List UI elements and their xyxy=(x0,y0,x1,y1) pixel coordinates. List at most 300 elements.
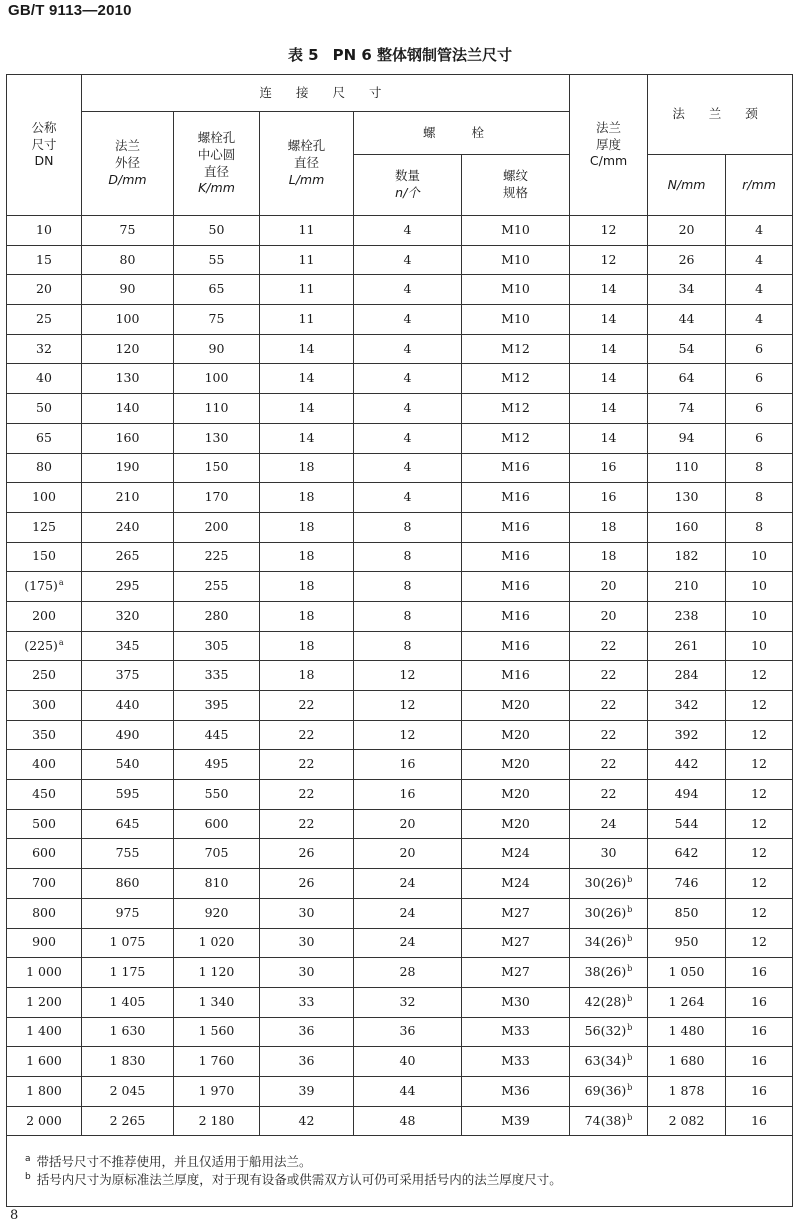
table-row xyxy=(7,305,793,335)
cell-thickness: 30(26)$^b$ xyxy=(570,869,648,899)
table-row xyxy=(7,720,793,750)
cell-bolt-quantity: 40 xyxy=(354,1047,462,1077)
cell-bolt-hole: 22 xyxy=(260,691,354,721)
table-row xyxy=(7,275,793,305)
header-bolt-circle-diameter: 螺栓孔 中心圆 直径 K/mm xyxy=(174,112,260,216)
footnote-marker: b xyxy=(627,964,633,974)
cell-bolt-thread: M27 xyxy=(462,958,570,988)
cell-bolt-circle: 50 xyxy=(174,216,260,246)
cell-bolt-circle: 90 xyxy=(174,334,260,364)
cell-outer-diameter: 375 xyxy=(82,661,174,691)
cell-bolt-thread: M16 xyxy=(462,661,570,691)
cell-bolt-circle: 110 xyxy=(174,394,260,424)
header-bolt: 螺 栓 xyxy=(354,112,570,155)
cell-neck-r: 10 xyxy=(726,601,793,631)
cell-bolt-quantity: 12 xyxy=(354,691,462,721)
cell-neck-r: 12 xyxy=(726,691,793,721)
cell-dn: 15 xyxy=(7,245,82,275)
cell-neck-n: 746 xyxy=(648,869,726,899)
cell-bolt-quantity: 4 xyxy=(354,334,462,364)
cell-bolt-thread: M24 xyxy=(462,839,570,869)
cell-dn: 800 xyxy=(7,898,82,928)
cell-thickness: 14 xyxy=(570,364,648,394)
cell-bolt-thread: M12 xyxy=(462,364,570,394)
cell-thickness: 20 xyxy=(570,601,648,631)
cell-outer-diameter: 100 xyxy=(82,305,174,335)
table-row xyxy=(7,334,793,364)
cell-neck-r: 4 xyxy=(726,275,793,305)
cell-bolt-circle: 335 xyxy=(174,661,260,691)
table-row xyxy=(7,1076,793,1106)
cell-dn: 150 xyxy=(7,542,82,572)
cell-bolt-circle: 395 xyxy=(174,691,260,721)
cell-bolt-quantity: 44 xyxy=(354,1076,462,1106)
cell-bolt-hole: 14 xyxy=(260,394,354,424)
cell-outer-diameter: 1 075 xyxy=(82,928,174,958)
note-a: $^a$ 带括号尺寸不推荐使用，并且仅适用于船用法兰。 xyxy=(25,1154,312,1170)
cell-neck-r: 6 xyxy=(726,364,793,394)
cell-outer-diameter: 80 xyxy=(82,245,174,275)
cell-bolt-circle: 75 xyxy=(174,305,260,335)
cell-thickness: 22 xyxy=(570,631,648,661)
cell-dn: 500 xyxy=(7,809,82,839)
cell-dn: 10 xyxy=(7,216,82,246)
cell-bolt-circle: 705 xyxy=(174,839,260,869)
cell-outer-diameter: 190 xyxy=(82,453,174,483)
cell-bolt-hole: 22 xyxy=(260,809,354,839)
cell-thickness: 12 xyxy=(570,245,648,275)
table-row xyxy=(7,750,793,780)
cell-bolt-quantity: 36 xyxy=(354,1017,462,1047)
cell-bolt-thread: M16 xyxy=(462,572,570,602)
cell-neck-n: 26 xyxy=(648,245,726,275)
cell-bolt-quantity: 24 xyxy=(354,869,462,899)
cell-neck-r: 16 xyxy=(726,958,793,988)
cell-dn: 25 xyxy=(7,305,82,335)
footnote-marker: b xyxy=(627,993,633,1003)
cell-bolt-quantity: 28 xyxy=(354,958,462,988)
cell-bolt-thread: M36 xyxy=(462,1076,570,1106)
header-bolt-quantity: 数量 n/个 xyxy=(354,155,462,216)
cell-outer-diameter: 645 xyxy=(82,809,174,839)
cell-neck-r: 16 xyxy=(726,987,793,1017)
cell-outer-diameter: 490 xyxy=(82,720,174,750)
cell-bolt-thread: M33 xyxy=(462,1017,570,1047)
cell-neck-r: 10 xyxy=(726,572,793,602)
cell-bolt-circle: 550 xyxy=(174,780,260,810)
cell-neck-n: 94 xyxy=(648,423,726,453)
cell-neck-r: 12 xyxy=(726,869,793,899)
cell-neck-r: 12 xyxy=(726,750,793,780)
table-row xyxy=(7,483,793,513)
table-row xyxy=(7,661,793,691)
table-row xyxy=(7,839,793,869)
cell-bolt-hole: 18 xyxy=(260,601,354,631)
cell-neck-n: 64 xyxy=(648,364,726,394)
footnote-marker: b xyxy=(627,934,633,944)
cell-outer-diameter: 160 xyxy=(82,423,174,453)
table-row xyxy=(7,542,793,572)
cell-outer-diameter: 975 xyxy=(82,898,174,928)
cell-neck-r: 4 xyxy=(726,305,793,335)
cell-dn: 200 xyxy=(7,601,82,631)
cell-thickness: 14 xyxy=(570,394,648,424)
cell-bolt-hole: 33 xyxy=(260,987,354,1017)
cell-thickness: 42(28)$^b$ xyxy=(570,987,648,1017)
cell-bolt-thread: M30 xyxy=(462,987,570,1017)
cell-neck-n: 284 xyxy=(648,661,726,691)
cell-bolt-circle: 1 340 xyxy=(174,987,260,1017)
table-row xyxy=(7,1047,793,1077)
cell-bolt-hole: 22 xyxy=(260,720,354,750)
cell-bolt-thread: M16 xyxy=(462,483,570,513)
header-flange-thickness: 法兰 厚度 C/mm xyxy=(570,75,648,216)
cell-bolt-hole: 18 xyxy=(260,542,354,572)
cell-bolt-quantity: 4 xyxy=(354,364,462,394)
cell-dn: 600 xyxy=(7,839,82,869)
cell-neck-r: 12 xyxy=(726,928,793,958)
cell-dn: 100 xyxy=(7,483,82,513)
table-row xyxy=(7,1017,793,1047)
cell-bolt-thread: M10 xyxy=(462,245,570,275)
cell-bolt-thread: M20 xyxy=(462,809,570,839)
cell-bolt-quantity: 48 xyxy=(354,1106,462,1136)
cell-bolt-quantity: 4 xyxy=(354,394,462,424)
cell-outer-diameter: 265 xyxy=(82,542,174,572)
cell-outer-diameter: 210 xyxy=(82,483,174,513)
cell-bolt-thread: M20 xyxy=(462,780,570,810)
cell-bolt-quantity: 4 xyxy=(354,453,462,483)
cell-neck-n: 261 xyxy=(648,631,726,661)
cell-bolt-thread: M39 xyxy=(462,1106,570,1136)
cell-bolt-thread: M20 xyxy=(462,691,570,721)
cell-thickness: 74(38)$^b$ xyxy=(570,1106,648,1136)
cell-neck-n: 130 xyxy=(648,483,726,513)
cell-bolt-thread: M16 xyxy=(462,542,570,572)
cell-outer-diameter: 130 xyxy=(82,364,174,394)
cell-bolt-hole: 11 xyxy=(260,245,354,275)
header-flange-neck: 法 兰 颈 xyxy=(648,75,793,155)
cell-thickness: 14 xyxy=(570,334,648,364)
cell-bolt-quantity: 24 xyxy=(354,898,462,928)
cell-outer-diameter: 2 265 xyxy=(82,1106,174,1136)
cell-bolt-thread: M27 xyxy=(462,898,570,928)
cell-dn: (225)$^a$ xyxy=(7,631,82,661)
table-title xyxy=(0,44,800,65)
table-number: 表 5 xyxy=(287,46,319,64)
cell-bolt-circle: 305 xyxy=(174,631,260,661)
table-title-text: PN 6 整体钢制管法兰尺寸 xyxy=(332,46,513,64)
cell-bolt-hole: 18 xyxy=(260,572,354,602)
cell-bolt-hole: 36 xyxy=(260,1017,354,1047)
cell-thickness: 18 xyxy=(570,512,648,542)
cell-bolt-quantity: 12 xyxy=(354,720,462,750)
standard-code: GB/T 9113—2010 xyxy=(8,2,132,19)
cell-outer-diameter: 595 xyxy=(82,780,174,810)
cell-neck-r: 6 xyxy=(726,334,793,364)
table-row xyxy=(7,453,793,483)
cell-bolt-thread: M16 xyxy=(462,453,570,483)
cell-thickness: 16 xyxy=(570,453,648,483)
cell-neck-n: 850 xyxy=(648,898,726,928)
cell-bolt-circle: 1 970 xyxy=(174,1076,260,1106)
header-neck-r: r/mm xyxy=(726,155,793,216)
cell-thickness: 63(34)$^b$ xyxy=(570,1047,648,1077)
cell-thickness: 20 xyxy=(570,572,648,602)
cell-neck-r: 4 xyxy=(726,245,793,275)
cell-neck-n: 392 xyxy=(648,720,726,750)
header-connection-dimensions: 连 接 尺 寸 xyxy=(82,75,570,112)
cell-bolt-thread: M12 xyxy=(462,334,570,364)
cell-outer-diameter: 90 xyxy=(82,275,174,305)
cell-bolt-circle: 810 xyxy=(174,869,260,899)
cell-neck-n: 642 xyxy=(648,839,726,869)
cell-bolt-thread: M10 xyxy=(462,275,570,305)
cell-bolt-circle: 445 xyxy=(174,720,260,750)
cell-bolt-quantity: 4 xyxy=(354,245,462,275)
cell-dn: 1 200 xyxy=(7,987,82,1017)
cell-neck-n: 54 xyxy=(648,334,726,364)
table-row xyxy=(7,423,793,453)
cell-bolt-quantity: 20 xyxy=(354,809,462,839)
cell-neck-r: 12 xyxy=(726,780,793,810)
cell-thickness: 34(26)$^b$ xyxy=(570,928,648,958)
cell-neck-n: 160 xyxy=(648,512,726,542)
cell-thickness: 16 xyxy=(570,483,648,513)
cell-neck-r: 10 xyxy=(726,631,793,661)
cell-neck-n: 210 xyxy=(648,572,726,602)
table-row xyxy=(7,1106,793,1136)
cell-bolt-quantity: 16 xyxy=(354,780,462,810)
cell-thickness: 22 xyxy=(570,691,648,721)
cell-bolt-hole: 22 xyxy=(260,750,354,780)
cell-bolt-thread: M24 xyxy=(462,869,570,899)
cell-dn: 450 xyxy=(7,780,82,810)
cell-dn: 20 xyxy=(7,275,82,305)
cell-neck-r: 12 xyxy=(726,661,793,691)
cell-bolt-thread: M10 xyxy=(462,305,570,335)
cell-thickness: 56(32)$^b$ xyxy=(570,1017,648,1047)
note-b: $^b$ 括号内尺寸为原标准法兰厚度，对于现有设备或供需双方认可仍可采用括号内的法兰厚度尺寸。 xyxy=(25,1172,562,1188)
cell-bolt-quantity: 32 xyxy=(354,987,462,1017)
cell-bolt-thread: M10 xyxy=(462,216,570,246)
cell-bolt-circle: 1 120 xyxy=(174,958,260,988)
cell-thickness: 12 xyxy=(570,216,648,246)
cell-neck-n: 20 xyxy=(648,216,726,246)
cell-bolt-circle: 920 xyxy=(174,898,260,928)
footnote-marker: b xyxy=(627,875,633,885)
cell-bolt-circle: 55 xyxy=(174,245,260,275)
cell-neck-n: 442 xyxy=(648,750,726,780)
cell-outer-diameter: 295 xyxy=(82,572,174,602)
cell-bolt-quantity: 16 xyxy=(354,750,462,780)
cell-neck-n: 494 xyxy=(648,780,726,810)
cell-neck-n: 950 xyxy=(648,928,726,958)
cell-outer-diameter: 1 405 xyxy=(82,987,174,1017)
cell-neck-r: 16 xyxy=(726,1076,793,1106)
table-row xyxy=(7,394,793,424)
cell-bolt-circle: 1 560 xyxy=(174,1017,260,1047)
cell-neck-n: 1 264 xyxy=(648,987,726,1017)
table-row xyxy=(7,928,793,958)
cell-bolt-circle: 600 xyxy=(174,809,260,839)
cell-bolt-thread: M20 xyxy=(462,750,570,780)
cell-neck-n: 44 xyxy=(648,305,726,335)
cell-thickness: 38(26)$^b$ xyxy=(570,958,648,988)
header-nominal-size: 公称 尺寸 DN xyxy=(7,75,82,216)
cell-neck-n: 544 xyxy=(648,809,726,839)
footnote-marker: b xyxy=(627,1112,633,1122)
cell-bolt-thread: M12 xyxy=(462,423,570,453)
flange-dimensions-table xyxy=(6,74,793,1207)
cell-outer-diameter: 240 xyxy=(82,512,174,542)
cell-bolt-thread: M16 xyxy=(462,631,570,661)
cell-bolt-hole: 36 xyxy=(260,1047,354,1077)
cell-outer-diameter: 540 xyxy=(82,750,174,780)
cell-bolt-hole: 14 xyxy=(260,364,354,394)
cell-bolt-circle: 200 xyxy=(174,512,260,542)
cell-bolt-quantity: 8 xyxy=(354,631,462,661)
cell-outer-diameter: 755 xyxy=(82,839,174,869)
cell-bolt-hole: 18 xyxy=(260,512,354,542)
cell-thickness: 14 xyxy=(570,423,648,453)
cell-neck-n: 1 680 xyxy=(648,1047,726,1077)
cell-thickness: 30 xyxy=(570,839,648,869)
header-bolt-thread: 螺纹 规格 xyxy=(462,155,570,216)
cell-thickness: 14 xyxy=(570,275,648,305)
cell-bolt-circle: 100 xyxy=(174,364,260,394)
cell-outer-diameter: 345 xyxy=(82,631,174,661)
cell-bolt-hole: 11 xyxy=(260,216,354,246)
cell-bolt-circle: 150 xyxy=(174,453,260,483)
cell-neck-r: 12 xyxy=(726,720,793,750)
cell-neck-n: 34 xyxy=(648,275,726,305)
cell-dn: 1 800 xyxy=(7,1076,82,1106)
cell-bolt-hole: 18 xyxy=(260,661,354,691)
cell-thickness: 22 xyxy=(570,750,648,780)
cell-neck-n: 110 xyxy=(648,453,726,483)
cell-bolt-thread: M27 xyxy=(462,928,570,958)
table-body xyxy=(7,216,793,1136)
cell-neck-r: 8 xyxy=(726,453,793,483)
cell-dn: 125 xyxy=(7,512,82,542)
cell-dn: 350 xyxy=(7,720,82,750)
cell-bolt-circle: 65 xyxy=(174,275,260,305)
footnote-marker: b xyxy=(627,1082,633,1092)
cell-bolt-circle: 255 xyxy=(174,572,260,602)
cell-bolt-thread: M16 xyxy=(462,512,570,542)
cell-dn: 1 400 xyxy=(7,1017,82,1047)
cell-neck-r: 12 xyxy=(726,839,793,869)
cell-outer-diameter: 1 175 xyxy=(82,958,174,988)
cell-outer-diameter: 860 xyxy=(82,869,174,899)
page-number: 8 xyxy=(10,1208,19,1223)
cell-bolt-quantity: 4 xyxy=(354,305,462,335)
cell-bolt-thread: M16 xyxy=(462,601,570,631)
table-row xyxy=(7,364,793,394)
cell-bolt-hole: 18 xyxy=(260,631,354,661)
cell-bolt-hole: 30 xyxy=(260,928,354,958)
cell-dn: 40 xyxy=(7,364,82,394)
cell-neck-r: 16 xyxy=(726,1017,793,1047)
cell-bolt-hole: 39 xyxy=(260,1076,354,1106)
cell-bolt-quantity: 8 xyxy=(354,512,462,542)
cell-neck-r: 12 xyxy=(726,898,793,928)
cell-dn: 700 xyxy=(7,869,82,899)
cell-neck-r: 16 xyxy=(726,1106,793,1136)
cell-outer-diameter: 120 xyxy=(82,334,174,364)
cell-bolt-hole: 26 xyxy=(260,839,354,869)
cell-bolt-thread: M12 xyxy=(462,394,570,424)
cell-outer-diameter: 1 830 xyxy=(82,1047,174,1077)
cell-dn: 250 xyxy=(7,661,82,691)
cell-outer-diameter: 1 630 xyxy=(82,1017,174,1047)
cell-bolt-quantity: 4 xyxy=(354,423,462,453)
header-neck-n: N/mm xyxy=(648,155,726,216)
table-notes xyxy=(7,1136,793,1207)
cell-bolt-quantity: 24 xyxy=(354,928,462,958)
cell-bolt-hole: 30 xyxy=(260,958,354,988)
cell-neck-r: 6 xyxy=(726,394,793,424)
cell-bolt-hole: 18 xyxy=(260,483,354,513)
table-row xyxy=(7,958,793,988)
cell-bolt-quantity: 8 xyxy=(354,572,462,602)
cell-bolt-hole: 26 xyxy=(260,869,354,899)
table-row xyxy=(7,245,793,275)
table-row xyxy=(7,809,793,839)
cell-thickness: 22 xyxy=(570,661,648,691)
cell-dn: 80 xyxy=(7,453,82,483)
cell-dn: 32 xyxy=(7,334,82,364)
cell-bolt-circle: 280 xyxy=(174,601,260,631)
header-outer-diameter: 法兰 外径 D/mm xyxy=(82,112,174,216)
footnote-marker: b xyxy=(627,1053,633,1063)
cell-neck-r: 8 xyxy=(726,483,793,513)
table-row xyxy=(7,216,793,246)
cell-neck-r: 4 xyxy=(726,216,793,246)
cell-bolt-circle: 170 xyxy=(174,483,260,513)
cell-bolt-hole: 22 xyxy=(260,780,354,810)
cell-thickness: 69(36)$^b$ xyxy=(570,1076,648,1106)
cell-bolt-hole: 14 xyxy=(260,423,354,453)
cell-neck-n: 2 082 xyxy=(648,1106,726,1136)
cell-bolt-hole: 11 xyxy=(260,275,354,305)
cell-outer-diameter: 2 045 xyxy=(82,1076,174,1106)
cell-bolt-quantity: 8 xyxy=(354,601,462,631)
cell-neck-n: 1 050 xyxy=(648,958,726,988)
cell-thickness: 22 xyxy=(570,720,648,750)
cell-neck-n: 1 878 xyxy=(648,1076,726,1106)
cell-bolt-hole: 30 xyxy=(260,898,354,928)
cell-neck-r: 6 xyxy=(726,423,793,453)
cell-bolt-circle: 225 xyxy=(174,542,260,572)
table-row xyxy=(7,869,793,899)
cell-thickness: 24 xyxy=(570,809,648,839)
cell-bolt-quantity: 4 xyxy=(354,275,462,305)
cell-bolt-quantity: 4 xyxy=(354,483,462,513)
cell-thickness: 22 xyxy=(570,780,648,810)
table-row xyxy=(7,631,793,661)
cell-dn: 65 xyxy=(7,423,82,453)
cell-dn: 2 000 xyxy=(7,1106,82,1136)
cell-neck-r: 10 xyxy=(726,542,793,572)
cell-outer-diameter: 440 xyxy=(82,691,174,721)
cell-bolt-circle: 495 xyxy=(174,750,260,780)
cell-bolt-circle: 2 180 xyxy=(174,1106,260,1136)
table-row xyxy=(7,572,793,602)
table-row xyxy=(7,898,793,928)
footnote-marker: a xyxy=(58,578,64,588)
